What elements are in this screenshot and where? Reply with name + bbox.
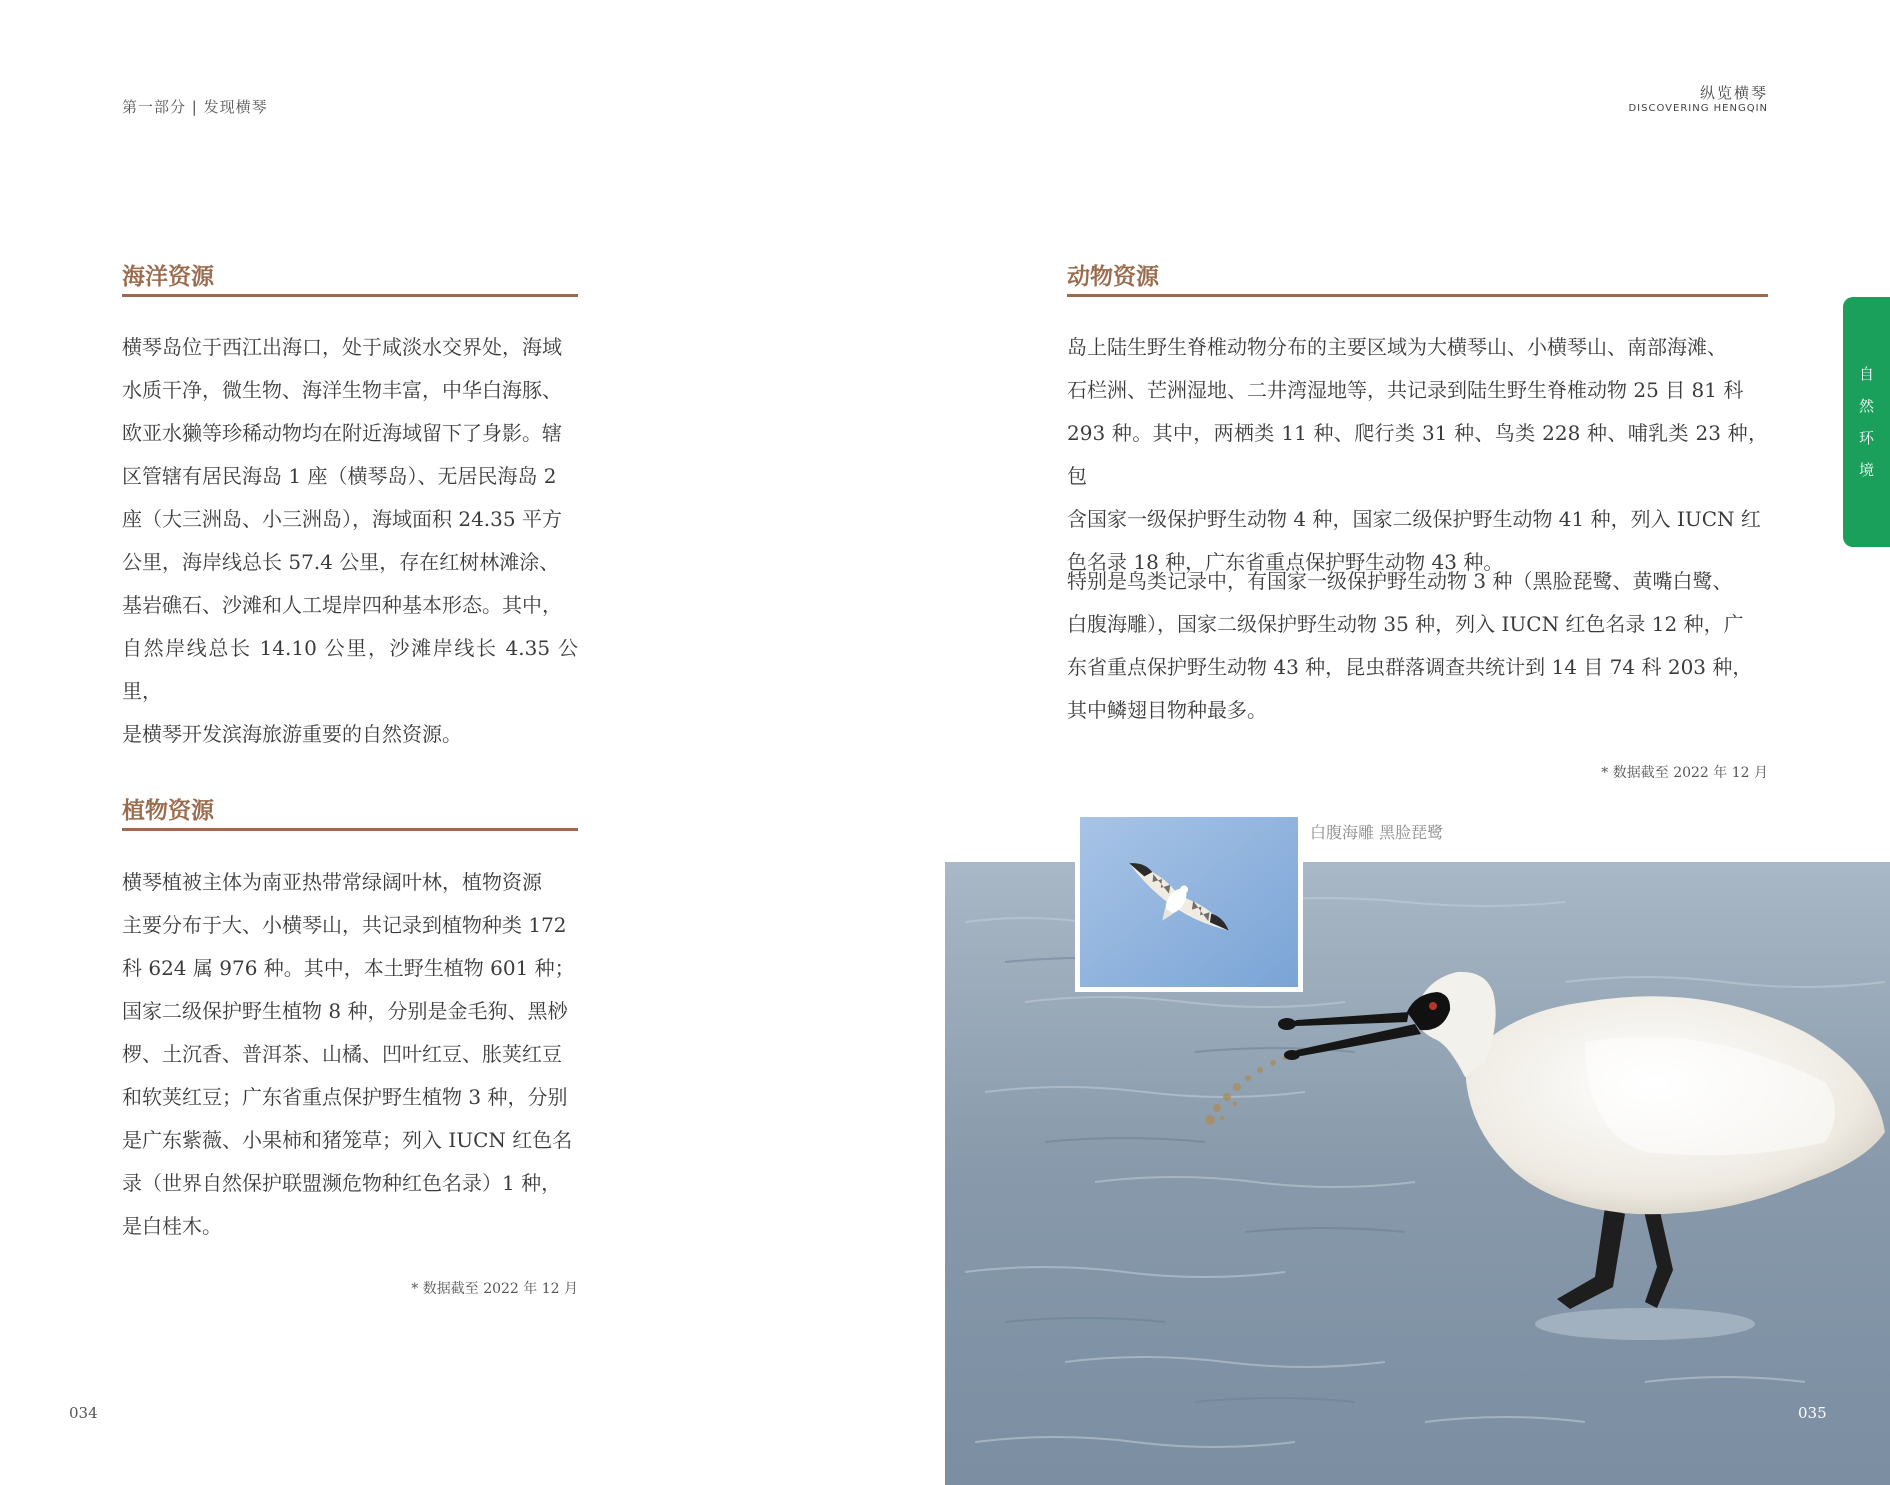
- side-tab-char: 然: [1858, 397, 1874, 415]
- data-note-plant: * 数据截至 2022 年 12 月: [411, 1281, 578, 1297]
- running-header-right: [1628, 84, 1768, 116]
- data-note-animal: * 数据截至 2022 年 12 月: [1601, 765, 1768, 781]
- text-line: 水质干净，微生物、海洋生物丰富，中华白海豚、: [122, 378, 562, 402]
- page-number-right: 035: [1798, 1404, 1827, 1422]
- text-line: 横琴植被主体为南亚热带常绿阔叶林，植物资源: [122, 870, 542, 894]
- text-line: 是横琴开发滨海旅游重要的自然资源。: [122, 722, 462, 746]
- paragraph-animal-2: [1067, 560, 1768, 732]
- text-line: 科 624 属 976 种。其中，本土野生植物 601 种；: [122, 956, 575, 980]
- text-line: 白腹海雕），国家二级保护野生动物 35 种，列入 IUCN 红色名录 12 种，广: [1067, 612, 1744, 636]
- side-tab-char: 境: [1858, 461, 1874, 479]
- text-line: 293 种。其中，两栖类 11 种、爬行类 31 种、鸟类 228 种、哺乳类 23 种，包: [1067, 421, 1768, 488]
- text-line: 特别是鸟类记录中，有国家一级保护野生动物 3 种（黑脸琵鹭、黄嘴白鹭、: [1067, 569, 1733, 593]
- text-line: 公里，海岸线总长 57.4 公里，存在红树林滩涂、: [122, 550, 560, 574]
- page-number-left: 034: [69, 1404, 98, 1422]
- paragraph-animal-1: [1067, 326, 1768, 584]
- header-title-en: DISCOVERING HENGQIN: [1628, 103, 1768, 114]
- section-title-marine: 海洋资源: [122, 264, 214, 290]
- text-line: 色名录 18 种，广东省重点保护野生动物 43 种。: [1067, 550, 1504, 574]
- running-header-left: 第一部分 | 发现横琴: [122, 98, 268, 116]
- text-line: 区管辖有居民海岛 1 座（横琴岛）、无居民海岛 2: [122, 464, 557, 488]
- section-rule-marine: [122, 294, 578, 297]
- section-title-plant: 植物资源: [122, 798, 214, 824]
- text-line: 欧亚水獭等珍稀动物均在附近海域留下了身影。辖: [122, 421, 562, 445]
- paragraph-plant: [122, 861, 578, 1248]
- chapter-side-tab[interactable]: [1843, 297, 1890, 547]
- text-line: 东省重点保护野生动物 43 种，昆虫群落调查共统计到 14 目 74 科 203 种，: [1067, 655, 1753, 679]
- text-line: 含国家一级保护野生动物 4 种，国家二级保护野生动物 41 种，列入 IUCN 红: [1067, 507, 1761, 531]
- text-line: 主要分布于大、小横琴山，共记录到植物种类 172: [122, 913, 567, 937]
- header-title-cn: 纵览横琴: [1699, 84, 1768, 102]
- text-line: 和软荚红豆；广东省重点保护野生植物 3 种，分别: [122, 1085, 568, 1109]
- text-line: 横琴岛位于西江出海口，处于咸淡水交界处，海域: [122, 335, 562, 359]
- text-line: 椤、土沉香、普洱茶、山橘、凹叶红豆、胀荚红豆: [122, 1042, 562, 1066]
- text-line: 其中鳞翅目物种最多。: [1067, 698, 1267, 722]
- text-line: 岛上陆生野生脊椎动物分布的主要区域为大横琴山、小横琴山、南部海滩、: [1067, 335, 1727, 359]
- text-line: 基岩礁石、沙滩和人工堤岸四种基本形态。其中，: [122, 593, 562, 617]
- section-rule-plant: [122, 828, 578, 831]
- paragraph-marine: [122, 326, 578, 756]
- eagle-inset-photo: [1075, 812, 1303, 992]
- text-line: 石栏洲、芒洲湿地、二井湾湿地等，共记录到陆生野生脊椎动物 25 目 81 科: [1067, 378, 1744, 402]
- text-line: 是白桂木。: [122, 1214, 222, 1238]
- photo-caption: 白腹海雕 黑脸琵鹭: [1310, 823, 1444, 842]
- side-tab-char: 环: [1858, 429, 1874, 447]
- section-rule-animal: [1067, 294, 1768, 297]
- text-line: 座（大三洲岛、小三洲岛），海域面积 24.35 平方: [122, 507, 562, 531]
- text-line: 录（世界自然保护联盟濒危物种红色名录）1 种，: [122, 1171, 562, 1195]
- side-tab-char: 自: [1858, 365, 1874, 383]
- section-title-animal: 动物资源: [1067, 264, 1159, 290]
- text-line: 国家二级保护野生植物 8 种，分别是金毛狗、黑桫: [122, 999, 568, 1023]
- text-line: 自然岸线总长 14.10 公里，沙滩岸线长 4.35 公里，: [122, 636, 578, 703]
- text-line: 是广东紫薇、小果柿和猪笼草；列入 IUCN 红色名: [122, 1128, 573, 1152]
